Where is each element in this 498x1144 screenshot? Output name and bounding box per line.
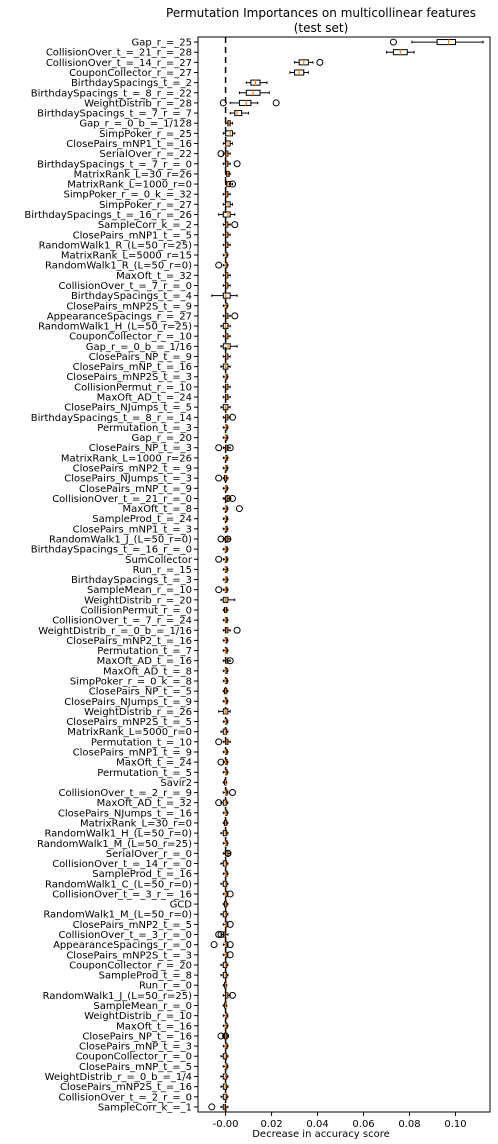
outlier-point <box>317 59 323 65</box>
y-tick-label: SampleCorr_k_=_1 <box>97 1102 192 1114</box>
y-tick-label: ClosePairs_mNP2S_t_=_3 <box>66 950 192 962</box>
y-tick-label: BirthdaySpacings_t_=_8_r_=_14 <box>30 412 192 424</box>
y-tick-label: RandomWalk1_J_(L=50_r=0) <box>49 534 192 546</box>
y-tick-label: GCD <box>169 899 192 911</box>
outlier-point <box>216 475 222 481</box>
y-tick-label: WeightDistrib_r_=_0_b_=_1/16 <box>38 625 192 637</box>
y-tick-label: ClosePairs_mNP1_t_=_9 <box>72 747 192 759</box>
y-tick-label: ClosePairs_NP_t_=_9 <box>88 351 192 363</box>
x-tick-label: 0.02 <box>260 1119 283 1130</box>
y-tick-label: SerialOver_r_=_22 <box>99 149 192 161</box>
box <box>235 111 242 116</box>
outlier-point <box>232 313 238 319</box>
chart-title: Permutation Importances on multicollinear features <box>166 6 476 20</box>
y-tick-label: ClosePairs_mNP2S_t_=_5 <box>66 717 192 729</box>
box <box>223 344 230 349</box>
y-tick-label: RandomWalk1_M_(L=50_r=25) <box>36 838 192 850</box>
y-tick-label: ClosePairs_mNP1_t_=_16 <box>66 138 192 150</box>
y-tick-label: Permutation_t_=_10 <box>90 737 192 749</box>
y-tick-label: ClosePairs_NJumps_t_=_9 <box>64 696 192 708</box>
outlier-point <box>229 790 235 796</box>
y-tick-label: CollisionOver_t_=_21_r_=_28 <box>45 47 192 59</box>
y-tick-label: Savir2 <box>160 777 192 789</box>
y-tick-label: ClosePairs_mNP_t_=_9 <box>79 483 192 495</box>
y-tick-label: MatrixRank_L=5000_r=15 <box>60 250 192 262</box>
outlier-point <box>390 39 396 45</box>
y-tick-label: ClosePairs_mNP2_t_=_5 <box>72 919 192 931</box>
y-tick-label: MaxOft_AD_t_=_24 <box>96 392 192 404</box>
box <box>437 40 455 45</box>
y-tick-label: CollisionOver_t_=_3_r_=_0 <box>58 930 192 942</box>
plot-frame <box>198 37 490 1112</box>
y-tick-label: WeightDistrib_r_=_20 <box>84 595 192 607</box>
x-tick-label: 0.06 <box>352 1119 375 1130</box>
y-tick-label: ClosePairs_NP_t_=_16 <box>82 1031 192 1043</box>
y-tick-label: BirthdaySpacings_t_=_4 <box>70 291 192 303</box>
y-tick-label: MaxOft_AD_t_=_8 <box>102 666 192 678</box>
y-tick-label: Permutation_t_=_7 <box>97 646 192 658</box>
y-tick-label: ClosePairs_mNP_t_=_3 <box>79 1041 192 1053</box>
y-tick-label: AppearanceSpacings_r_=_27 <box>46 311 192 323</box>
y-tick-label: ClosePairs_mNP2_t_=_9 <box>72 463 192 475</box>
y-tick-label: BirthdaySpacings_t_=_16_r_=_0 <box>30 544 192 556</box>
y-tick-label: CouponCollector_r_=_27 <box>69 67 192 79</box>
outlier-point <box>232 222 238 228</box>
outlier-point <box>234 627 240 633</box>
y-tick-label: CollisionOver_t_=_2_r_=_0 <box>58 1092 192 1104</box>
x-tick-label: 0.04 <box>306 1119 329 1130</box>
y-tick-label: MaxOft_t_=_8 <box>122 504 192 516</box>
y-tick-label: MatrixRank_L=30_r=0 <box>80 818 192 830</box>
outlier-point <box>209 1104 215 1110</box>
y-tick-label: RandomWalk1_M_(L=50_r=0) <box>43 909 192 921</box>
y-tick-label: MaxOft_AD_t_=_32 <box>96 798 192 810</box>
outlier-point <box>216 556 222 562</box>
y-tick-label: CollisionOver_t_=_7_r_=_0 <box>58 280 192 292</box>
y-tick-label: ClosePairs_mNP2S_t_=_9 <box>66 301 192 313</box>
y-tick-label: CollisionOver_t_=_2_r_=_9 <box>58 788 192 800</box>
y-tick-label: ClosePairs_mNP2_t_=_16 <box>66 635 192 647</box>
y-tick-label: MatrixRank_L=1000_r=26 <box>60 453 192 465</box>
y-tick-label: SerialOver_r_=_0 <box>105 848 192 860</box>
y-tick-label: ClosePairs_NJumps_t_=_3 <box>64 473 192 485</box>
box <box>223 293 230 298</box>
y-tick-label: MaxOft_AD_t_=_16 <box>96 656 192 668</box>
y-tick-label: MaxOft_t_=_32 <box>116 270 192 282</box>
y-tick-label: SumCollector <box>125 554 192 566</box>
y-tick-label: SampleMean_r_=_0 <box>93 1001 192 1013</box>
y-tick-label: ClosePairs_mNP1_t_=_5 <box>72 230 192 242</box>
y-tick-label: ClosePairs_NP_t_=_3 <box>88 443 192 455</box>
y-tick-label: MatrixRank_L=1000_r=0 <box>67 179 192 191</box>
y-tick-label: SampleMean_r_=_10 <box>87 585 192 597</box>
y-tick-label: WeightDistrib_r_=_10 <box>84 1011 192 1023</box>
box <box>226 131 233 136</box>
y-tick-label: CollisionOver_t_=_3_r_=_16 <box>52 889 192 901</box>
y-tick-label: ClosePairs_mNP_t_=_5 <box>79 1061 192 1073</box>
outlier-point <box>216 262 222 268</box>
outlier-point <box>234 161 240 167</box>
y-tick-label: Gap_r_=_20 <box>131 433 192 445</box>
y-tick-label: MatrixRank_L=30_r=26 <box>73 169 192 181</box>
y-tick-label: CollisionOver_t_=_14_r_=_0 <box>52 859 192 871</box>
x-tick-label: 0.10 <box>444 1119 467 1130</box>
y-tick-label: SimpPoker_r_=_0_k_=_8 <box>69 676 192 688</box>
box <box>239 100 250 105</box>
y-tick-label: RandomWalk1_H_(L=50_r=25) <box>38 321 192 333</box>
y-tick-label: WeightDistrib_r_=_0_b_=_1/4 <box>44 1072 192 1084</box>
y-tick-label: Gap_r_=_0_b_=_1/16 <box>85 341 192 353</box>
y-tick-label: BirthdaySpacings_t_=_8_r_=_22 <box>30 88 192 100</box>
y-tick-label: CouponCollector_r_=_0 <box>75 1051 192 1063</box>
outlier-point <box>273 100 279 106</box>
y-tick-label: SampleProd_t_=_24 <box>92 514 192 526</box>
y-tick-label: ClosePairs_NJumps_t_=_16 <box>57 808 192 820</box>
y-tick-label: SimpPoker_r_=_0_k_=_32 <box>63 189 192 201</box>
outlier-point <box>211 942 217 948</box>
y-tick-label: Permutation_t_=_5 <box>97 767 192 779</box>
y-tick-label: SimpPoker_r_=_27 <box>99 199 192 211</box>
y-tick-label: Run_r_=_0 <box>138 980 192 992</box>
outlier-point <box>216 739 222 745</box>
outlier-point <box>236 506 242 512</box>
x-tick-label: 0.08 <box>398 1119 421 1130</box>
y-tick-label: Gap_r_=_0_b_=_1/128 <box>79 118 192 130</box>
y-tick-label: ClosePairs_NJumps_t_=_5 <box>64 402 192 414</box>
y-tick-label: SampleProd_t_=_16 <box>92 869 192 881</box>
y-tick-label: RandomWalk1_C_(L=50_r=0) <box>44 879 192 891</box>
outlier-point <box>216 587 222 593</box>
y-tick-label: CouponCollector_r_=_20 <box>69 960 192 972</box>
y-tick-label: MaxOft_t_=_24 <box>116 757 192 769</box>
y-tick-label: WeightDistrib_r_=_28 <box>84 98 192 110</box>
y-tick-label: CollisionPermut_r_=_0 <box>80 605 192 617</box>
y-tick-label: RandomWalk1_H_(L=50_r=0) <box>44 828 192 840</box>
y-tick-label: CollisionPermut_r_=_10 <box>74 382 192 394</box>
y-tick-label: Run_r_=_15 <box>132 564 192 576</box>
y-tick-label: ClosePairs_mNP2S_t_=_16 <box>59 1082 192 1094</box>
box <box>223 212 230 217</box>
y-tick-label: MaxOft_t_=_16 <box>116 1021 192 1033</box>
y-tick-label: BirthdaySpacings_t_=_2 <box>70 78 192 90</box>
y-tick-label: BirthdaySpacings_t_=_7_r_=_7 <box>37 108 192 120</box>
y-tick-label: ClosePairs_NP_t_=_5 <box>88 686 192 698</box>
y-tick-label: BirthdaySpacings_t_=_3 <box>70 575 192 587</box>
y-tick-label: MatrixRank_L=5000_r=0 <box>67 727 192 739</box>
y-tick-label: CollisionOver_t_=_21_r_=_0 <box>52 493 192 505</box>
x-axis-label: Decrease in accuracy score <box>252 1129 390 1140</box>
y-tick-label: WeightDistrib_r_=_26 <box>84 706 192 718</box>
y-tick-label: ClosePairs_mNP1_t_=_3 <box>72 524 192 536</box>
y-tick-label: ClosePairs_mNP2S_t_=_3 <box>66 372 192 384</box>
y-tick-label: RandomWalk1_R_(L=50_r=25) <box>38 240 192 252</box>
y-tick-label: CouponCollector_r_=_10 <box>69 331 192 343</box>
y-tick-label: SimpPoker_r_=_25 <box>99 128 192 140</box>
y-tick-label: AppearanceSpacings_r_=_0 <box>53 940 192 952</box>
y-tick-label: RandomWalk1_J_(L=50_r=25) <box>42 990 192 1002</box>
x-tick-label: -0.00 <box>212 1119 239 1130</box>
y-tick-label: CollisionOver_t_=_7_r_=_24 <box>52 615 192 627</box>
y-tick-label: SampleCorr_k_=_2 <box>97 220 192 232</box>
y-tick-label: BirthdaySpacings_t_=_7_r_=_0 <box>37 159 192 171</box>
y-tick-label: ClosePairs_mNP_t_=_16 <box>72 362 192 374</box>
y-tick-label: RandomWalk1_R_(L=50_r=0) <box>45 260 192 272</box>
chart-subtitle: (test set) <box>293 21 349 35</box>
y-tick-label: CollisionOver_t_=_14_r_=_27 <box>45 57 192 69</box>
y-tick-label: SampleProd_t_=_8 <box>98 970 192 982</box>
outlier-point <box>216 445 222 451</box>
y-tick-label: Gap_r_=_25 <box>131 37 192 49</box>
y-tick-label: Permutation_t_=_3 <box>97 422 192 434</box>
y-tick-label: BirthdaySpacings_t_=_16_r_=_26 <box>24 209 192 221</box>
